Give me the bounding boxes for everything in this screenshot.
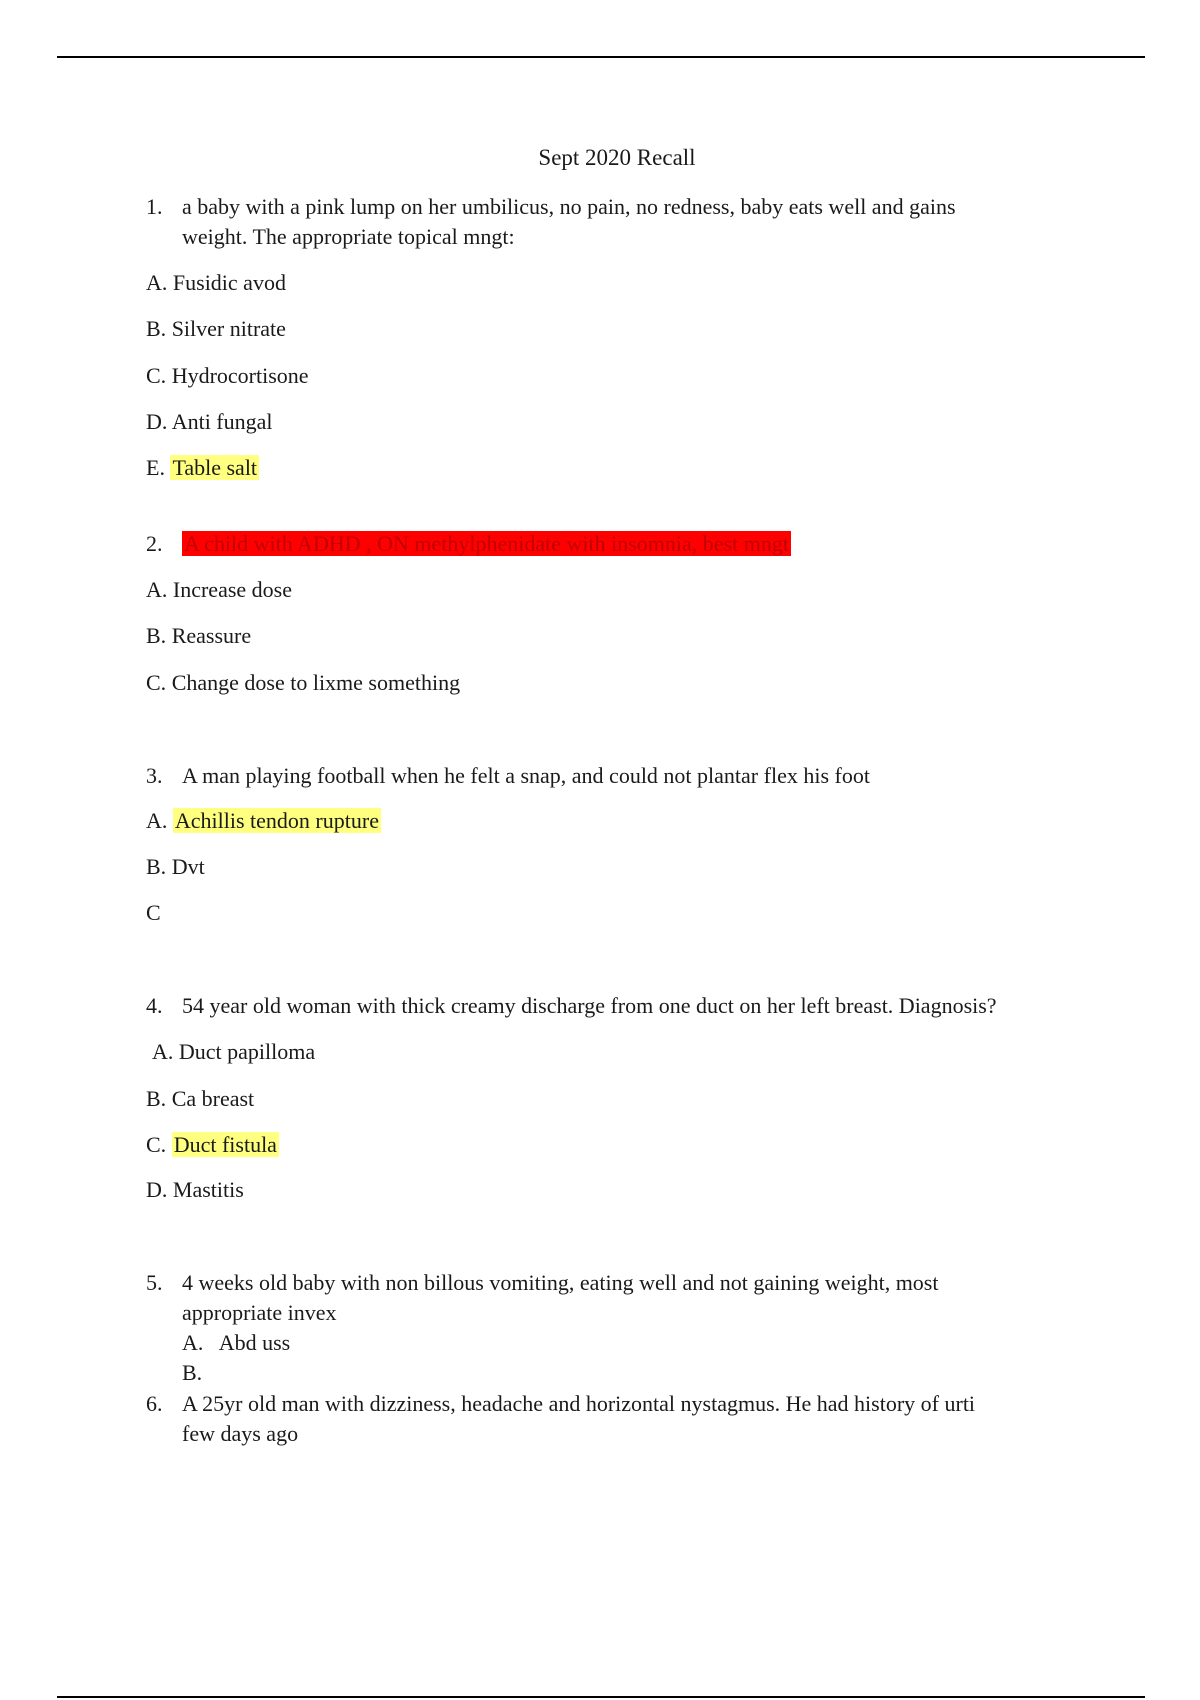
question-number: 6. (146, 1391, 163, 1416)
answer-option: A. Duct papilloma (152, 1039, 316, 1064)
answer-option: A. Fusidic avod (146, 270, 286, 295)
answer-option: C. Hydrocortisone (146, 363, 309, 388)
question-text: A man playing football when he felt a snap, and could not plantar flex his foot (182, 763, 870, 788)
question-text: 54 year old woman with thick creamy discharge from one duct on her left breast. Diagnosis? (182, 993, 997, 1018)
question-number: 3. (146, 763, 163, 788)
answer-option: A. Increase dose (146, 577, 292, 602)
question-number: 2. (146, 531, 163, 556)
answer-option: B. Silver nitrate (146, 316, 286, 341)
answer-option: D. Anti fungal (146, 409, 273, 434)
answer-option-highlighted: E. Table salt (146, 455, 258, 480)
answer-option: A. Abd uss (182, 1330, 291, 1355)
answer-option: B. Reassure (146, 623, 252, 648)
question-number: 5. (146, 1270, 163, 1295)
answer-option: D. Mastitis (146, 1177, 244, 1202)
page-title: Sept 2020 Recall (538, 145, 696, 170)
question-text: appropriate invex (182, 1300, 337, 1325)
answer-option: C. Change dose to lixme something (146, 670, 461, 695)
question-text: weight. The appropriate topical mngt: (182, 224, 515, 249)
answer-option: B. Dvt (146, 854, 205, 879)
header-rule (57, 56, 1145, 58)
question-text: a baby with a pink lump on her umbilicus, no pain, no redness, baby eats well and gains (182, 194, 956, 219)
footer-rule (57, 1696, 1145, 1698)
answer-option: C (146, 900, 161, 925)
question-text-highlighted: A child with ADHD , ON methylphenidate with insomnia, best mngt (184, 531, 789, 556)
question-number: 4. (146, 993, 163, 1018)
question-text: few days ago (182, 1421, 299, 1446)
answer-option: B. (182, 1360, 203, 1385)
question-text: 4 weeks old baby with non billous vomiting, eating well and not gaining weight, most (182, 1270, 939, 1295)
question-text: A 25yr old man with dizziness, headache and horizontal nystagmus. He had history of urti (182, 1391, 976, 1416)
answer-option: B. Ca breast (146, 1086, 255, 1111)
question-number: 1. (146, 194, 163, 219)
answer-option-highlighted: A. Achillis tendon rupture (146, 808, 379, 833)
answer-option-highlighted: C. Duct fistula (146, 1132, 277, 1157)
